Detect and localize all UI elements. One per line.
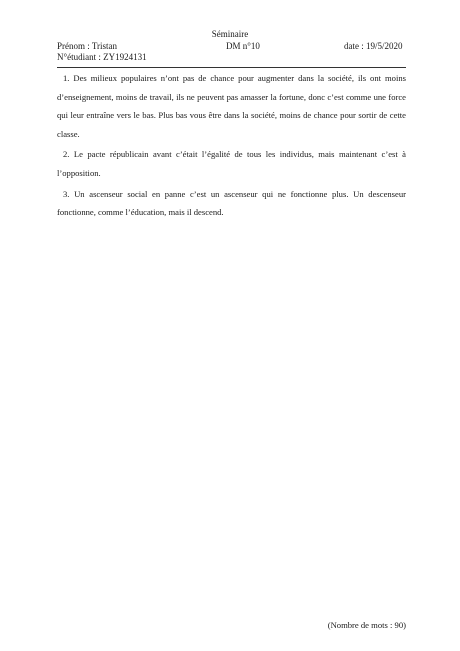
- answer-paragraph-2: 2. Le pacte républicain avant c’était l’égalité de tous les individus, mais maintenant c’est à l’opposition.: [57, 149, 406, 178]
- assignment-number: DM n°10: [226, 41, 260, 51]
- answer-paragraph-3: 3. Un ascenseur social en panne c’est un ascenseur qui ne fonctionne plus. Un descenseur fonctionne, comme l’éducation, mais il descend.: [57, 188, 406, 218]
- word-count: (Nombre de mots : 90): [327, 620, 406, 630]
- course-title: Séminaire: [211, 29, 249, 39]
- answer-paragraph-1: 1. Des milieux populaires n’ont pas de chance pour augmenter dans la société, ils ont moins d’enseignement, moins de travail, ils ne peuvent pas amasser la fortune, donc c’est comme une force qui leur entraîne vers le bas. Plus bas vous être dans la société, moins de chance pour sortir de cette classe.: [57, 73, 406, 139]
- answers-body: [57, 69, 406, 224]
- assignment-date: date : 19/5/2020: [344, 41, 403, 51]
- student-first-name: Prénom : Tristan: [57, 41, 118, 51]
- header-divider: [57, 67, 406, 68]
- student-number: N°étudiant : ZY1924131: [57, 52, 147, 62]
